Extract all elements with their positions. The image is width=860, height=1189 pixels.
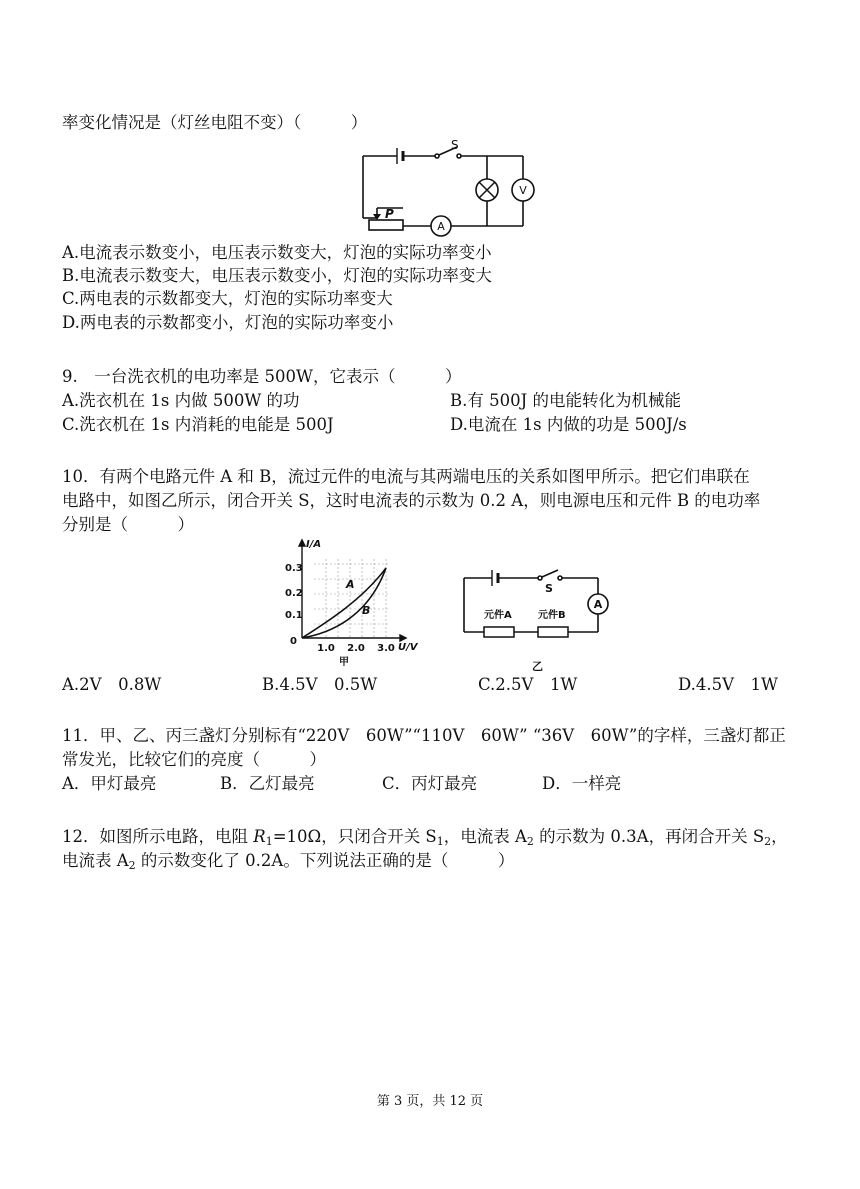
q10-option-d: D.4.5V 1W bbox=[678, 675, 778, 694]
q9-option-b: B.有 500J 的电能转化为机械能 bbox=[450, 391, 681, 410]
q12-stem-line-2: 电流表 $A_2$ 的示数变化了 0.2A。下列说法正确的是（ ） bbox=[62, 851, 515, 872]
q10-stem-line-2: 电路中，如图乙所示，闭合开关 S，这时电流表的示数为 0.2 A，则电源电压和元件 B 的电功率 bbox=[62, 491, 761, 510]
rheostat bbox=[369, 220, 403, 230]
rheostat-slider-arrow bbox=[373, 214, 381, 220]
element-b-label: 元件B bbox=[538, 610, 566, 621]
q8-circuit-diagram bbox=[355, 138, 535, 244]
q11-option-c: C．丙灯最亮 bbox=[382, 774, 478, 793]
q11-stem-line-1: 11．甲、乙、丙三盏灯分别标有“220V 60W”“110V 60W” “36V 60W”的字样，三盏灯都正 bbox=[62, 726, 786, 745]
q10-option-a: A.2V 0.8W bbox=[62, 675, 162, 694]
q8-option-d: D.两电表的示数都变小，灯泡的实际功率变小 bbox=[62, 313, 394, 332]
graph-grid bbox=[314, 559, 388, 638]
q11-option-b: B．乙灯最亮 bbox=[220, 774, 315, 793]
q10-stem-line-1: 10．有两个电路元件 A 和 B，流过元件的电流与其两端电压的关系如图甲所示。把它们串联在 bbox=[62, 467, 750, 486]
circuit-caption: 乙 bbox=[532, 660, 543, 673]
q8-stem-tail: 率变化情况是（灯丝电阻不变）（ ） bbox=[62, 113, 368, 132]
x-tick-1-0: 1.0 bbox=[317, 643, 335, 654]
y-axis-arrow bbox=[299, 540, 305, 546]
curve-a bbox=[302, 568, 386, 638]
q8-option-b: B.电流表示数变大，电压表示数变小，灯泡的实际功率变大 bbox=[62, 266, 492, 285]
y-axis-label: I/A bbox=[306, 539, 322, 550]
q11-option-d: D．一样亮 bbox=[542, 774, 622, 793]
x-axis-arrow bbox=[400, 635, 406, 641]
q10-option-b: B.4.5V 0.5W bbox=[262, 675, 378, 694]
y-tick-0-1: 0.1 bbox=[285, 610, 303, 621]
q10-series-circuit bbox=[458, 566, 618, 674]
x-tick-2-0: 2.0 bbox=[347, 643, 365, 654]
curve-a-label: A bbox=[346, 578, 355, 591]
q9-option-c: C.洗衣机在 1s 内消耗的电能是 500J bbox=[62, 415, 334, 434]
switch-blade bbox=[542, 570, 558, 577]
q9-stem: 9. 一台洗衣机的电功率是 500W，它表示（ ） bbox=[62, 367, 462, 386]
q11-stem-line-2: 常发光，比较它们的亮度（ ） bbox=[62, 750, 326, 769]
y-tick-0-3: 0.3 bbox=[285, 563, 303, 574]
curve-b-label: B bbox=[362, 604, 371, 617]
curve-b bbox=[302, 568, 386, 638]
q9-option-a: A.洗衣机在 1s 内做 500W 的功 bbox=[62, 391, 300, 410]
slider-label: P bbox=[385, 207, 394, 221]
element-b-resistor bbox=[538, 627, 568, 637]
q10-option-c: C.2.5V 1W bbox=[478, 675, 578, 694]
voltmeter-label: V bbox=[519, 184, 527, 197]
lamp-symbol bbox=[476, 179, 498, 201]
q10-stem-line-3: 分别是（ ） bbox=[62, 515, 194, 534]
q8-option-a: A.电流表示数变小，电压表示数变大，灯泡的实际功率变小 bbox=[62, 243, 492, 262]
x-axis-label: U/V bbox=[398, 642, 418, 653]
x-tick-3-0: 3.0 bbox=[377, 643, 395, 654]
element-a-label: 元件A bbox=[484, 610, 512, 621]
ammeter-label: A bbox=[437, 220, 445, 233]
page-footer: 第 3 页，共 12 页 bbox=[376, 1094, 484, 1109]
q10-iv-graph bbox=[282, 534, 418, 668]
graph-caption: 甲 bbox=[339, 657, 349, 668]
q11-option-a: A．甲灯最亮 bbox=[62, 774, 157, 793]
ammeter-label: A bbox=[593, 598, 603, 611]
element-a-resistor bbox=[484, 627, 514, 637]
origin-label: 0 bbox=[290, 636, 297, 647]
y-tick-0-2: 0.2 bbox=[285, 588, 303, 599]
q9-option-d: D.电流在 1s 内做的功是 500J/s bbox=[450, 415, 687, 434]
switch-label: S bbox=[545, 582, 553, 595]
q8-option-c: C.两电表的示数都变大，灯泡的实际功率变大 bbox=[62, 289, 393, 308]
switch-label: S bbox=[451, 138, 459, 152]
q12-stem-line-1: 12．如图所示电路，电阻 $R_1=10\Omega$，只闭合开关 $S_1$，电流表 $A_2$ 的示数为 0.3A，再闭合开关 $S_2$， bbox=[62, 827, 788, 848]
